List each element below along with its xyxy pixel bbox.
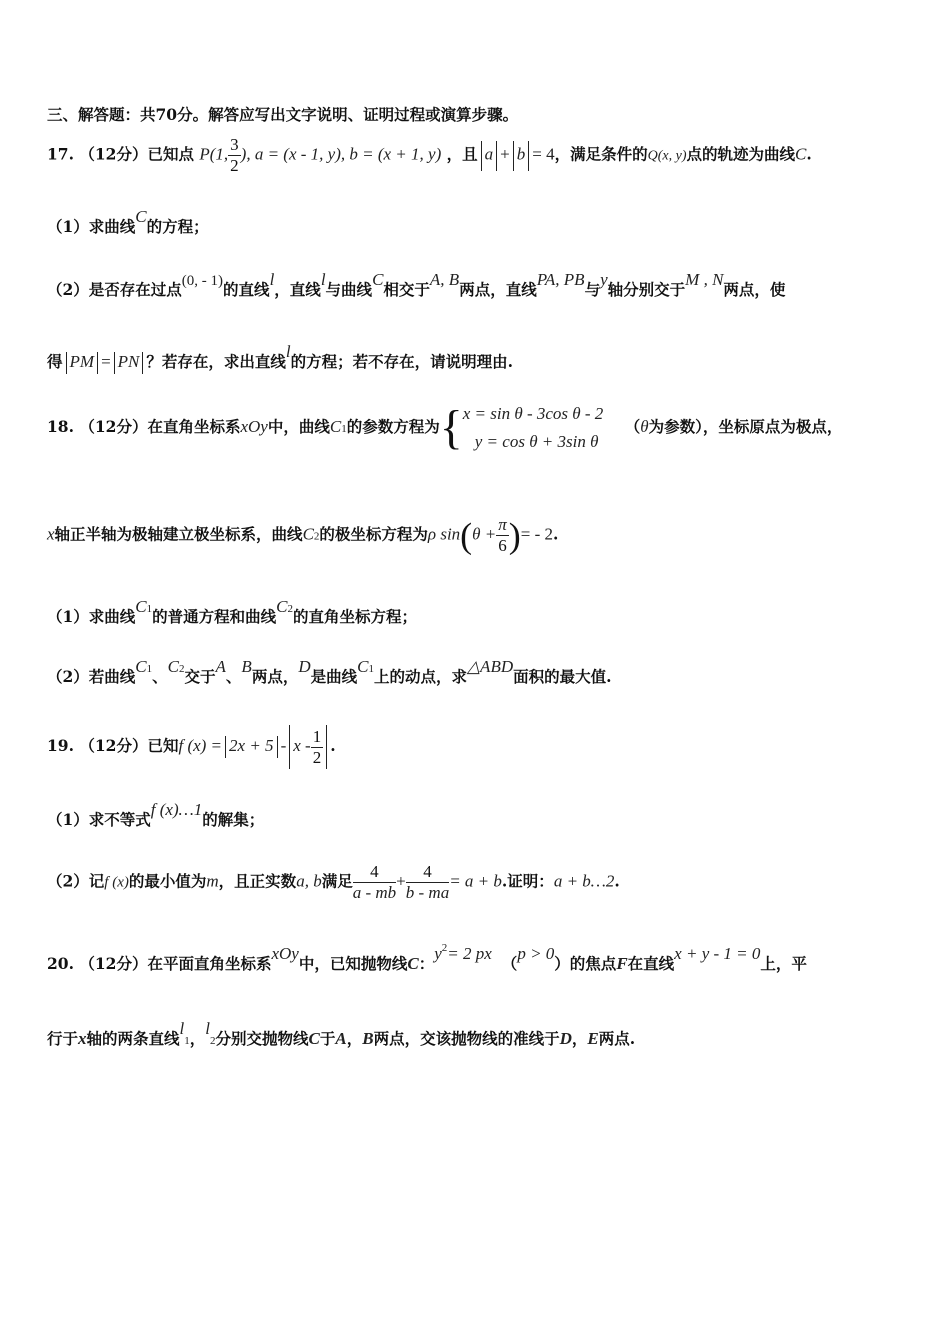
q17-p2-i: 两点，使 [723, 280, 786, 299]
q18-p1-C2: C [276, 597, 288, 616]
q18-p2-a: （2）若曲线 [47, 667, 136, 686]
q17-P-num: 3 [230, 135, 239, 154]
q18-p1-C1-sub: 1 [146, 603, 153, 615]
math-fragment: ( [460, 515, 473, 556]
q17-C: C [795, 144, 807, 164]
q17-eq4: = 4 [532, 144, 555, 164]
q17-p2-b: 的直线 [223, 280, 270, 299]
q19-p2-b: 的最小值为 [128, 871, 207, 891]
q19-fx: f (x) = [178, 736, 223, 755]
q18-num: 18. [47, 417, 74, 436]
math-fragment [406, 862, 449, 903]
section-header: 三、解答题：共70分。解答应写出文字说明、证明过程或演算步骤。 [47, 105, 519, 124]
q17-number: 17. [47, 144, 74, 164]
math-fragment [114, 352, 115, 374]
parametric-system [463, 400, 604, 456]
q18-l2-end: . [553, 524, 559, 544]
q18-rho: ρ sin [427, 524, 461, 544]
q18-p2-C1: C [135, 657, 147, 676]
q18-p1-C1: C [135, 597, 147, 616]
q20-t3: ： [418, 954, 435, 973]
q17-p2-d: 与曲线 [325, 280, 373, 299]
q17-p2-c: ，直线 [274, 280, 321, 299]
q18-C1-sub: 1 [341, 423, 347, 435]
vectors-def: ), a = (x - 1, y), b = (x + 1, y) [240, 144, 442, 164]
q20-l2-A: A [335, 1029, 347, 1048]
q17-plus: + [500, 144, 510, 164]
q17-p2-y: y [600, 270, 608, 289]
q20-l2-E: E [587, 1029, 599, 1048]
math-fragment [513, 141, 514, 171]
q17-line1 [47, 135, 812, 176]
q18-six: 6 [498, 536, 507, 555]
q18-l2-b: 的极坐标方程为 [319, 524, 428, 544]
q19-end: . [330, 736, 336, 755]
q20-l2-c: 分别交抛物线 [215, 1029, 309, 1048]
q20-t1: 在平面直角坐标系 [147, 954, 272, 973]
q17-p2-PN: PN [117, 352, 140, 371]
abs-a: a [484, 144, 494, 164]
q17-t3: ，满足条件的 [554, 144, 648, 164]
q18-p1-C2-sub: 2 [287, 603, 293, 615]
q18-score: （12分） [79, 417, 148, 436]
q18-t5: 为参数），坐标原点为极点， [648, 417, 843, 436]
point-q: Q(x, y) [647, 148, 687, 164]
q18-p2-A: A [215, 657, 226, 676]
q19-frac1-den: a - mb [352, 883, 397, 902]
q18-rhs: = - 2 [520, 524, 554, 544]
q19-abs1: 2x + 5 [229, 736, 274, 755]
q20-score: （12分） [79, 954, 148, 973]
q19-frac2-num: 4 [406, 862, 449, 883]
q17-p2-m: 的方程；若不存在，请说明理由. [290, 352, 514, 371]
q20-line2 [47, 1019, 636, 1049]
q18-p2-C1-sub: 1 [146, 663, 153, 675]
q20-parab-y: y [434, 944, 442, 963]
q19-p2-fx: f (x) [104, 874, 129, 891]
q17-text: 已知点 [147, 144, 194, 164]
q17-p2-l3: l [285, 342, 291, 361]
q20-l2-b: 轴的两条直线 [86, 1029, 180, 1048]
abs-b: b [516, 144, 526, 164]
math-fragment [97, 352, 98, 374]
q20-t5: ）的焦点 [554, 954, 617, 973]
q19-frac1-num: 4 [353, 862, 396, 883]
q20-l2-C: C [308, 1029, 320, 1048]
q18-p1-a: （1）求曲线 [47, 607, 136, 626]
q20-cond: p > 0 [517, 944, 555, 963]
math-fragment [528, 141, 529, 171]
q18-p2-C1b-sub: 1 [368, 663, 374, 675]
math-fragment [225, 736, 226, 758]
q19-p2-ab: a, b [296, 871, 322, 891]
point-p-prefix: P(1, [199, 144, 229, 164]
q18-C2-sub: 2 [313, 530, 320, 543]
q20-xOy: xOy [271, 944, 299, 963]
q20-l2-comma: ， [346, 1029, 363, 1048]
q17-p1-label: （1）求曲线 [47, 217, 136, 236]
q18-p2-e: 上的动点，求 [373, 667, 467, 686]
q18-theta: θ [640, 417, 649, 436]
q20-t2: 中，已知抛物线 [298, 954, 408, 973]
q18-p2-c: 两点， [251, 667, 299, 686]
q20-l1-sub: 1 [184, 1035, 190, 1047]
q17-p2-f: 两点，直线 [459, 280, 537, 299]
q19-p1-a: （1）求不等式 [47, 810, 151, 829]
q19-plus: + [396, 871, 406, 891]
q19-frac2-den: b - ma [405, 883, 450, 902]
q18-p2-C1b: C [357, 657, 369, 676]
q18-p2-b: 交于 [184, 667, 216, 686]
q17-p2-l2: l [320, 270, 326, 289]
q20-parab-sup: 2 [441, 942, 448, 954]
q18-p1-b: 的普通方程和曲线 [152, 607, 277, 626]
q19-p2-c: ，且正实数 [218, 871, 297, 891]
q20-comma: ， [189, 1029, 206, 1048]
math-fragment [496, 141, 497, 171]
q20-l2-sub: 2 [210, 1035, 216, 1047]
q17-p2-a: （2）是否存在过点 [47, 280, 182, 299]
q19-p1-ineq: f (x)…1 [150, 800, 203, 819]
q18-p2-D: D [298, 657, 311, 676]
q20-line1 [47, 942, 807, 974]
q18-l2-x: x [47, 524, 55, 544]
math-fragment [353, 862, 396, 903]
q19-score: （12分） [79, 736, 148, 755]
math-fragment [289, 725, 290, 769]
q18-xOy: xOy [240, 417, 268, 436]
q19-p1-b: 的解集； [202, 810, 265, 829]
q19-p2-proof: a + b…2 [553, 871, 615, 891]
math-fragment: ) [508, 515, 521, 556]
q18-p2-C2: C [167, 657, 179, 676]
q18-p2-B: B [241, 657, 252, 676]
q17-p2-e: 相交于 [383, 280, 430, 299]
q19-minus: - [280, 736, 287, 755]
q20-l2-d: 于 [319, 1029, 336, 1048]
q20-t4: （ [501, 954, 518, 973]
q18-part2 [47, 657, 612, 687]
q18-t4: （ [624, 417, 641, 436]
math-fragment: { [439, 401, 463, 454]
q18-p2-C2-sub: 2 [179, 663, 185, 675]
q18-p2-sep2: 、 [225, 667, 242, 686]
q17-p1-text: 的方程； [146, 217, 209, 236]
q19-p2-d: 满足 [321, 871, 353, 891]
q17-p2-l1: l [269, 270, 275, 289]
q20-l2-f: 两点. [598, 1029, 636, 1048]
q18-p2-sep: 、 [152, 667, 168, 686]
q19-part2 [47, 862, 620, 903]
math-fragment [277, 736, 278, 758]
q18-p2-f: 面积的最大值. [513, 667, 612, 686]
q20-t6: 在直线 [627, 954, 675, 973]
math-fragment [496, 515, 509, 556]
q19-half-num: 1 [312, 726, 322, 746]
q17-p2-MN: M , N [685, 270, 724, 289]
q18-part1 [47, 597, 418, 627]
q20-l2: l [205, 1019, 211, 1038]
q17-score: （12分） [79, 144, 148, 164]
q19-num: 19. [47, 736, 74, 755]
math-fragment [142, 352, 143, 374]
q17-P-den: 2 [230, 156, 239, 175]
q18-eq-y: y = cos θ + 3sin θ [474, 432, 599, 451]
q20-t7: 上，平 [760, 954, 807, 973]
q19-part1 [47, 800, 265, 830]
q20-l2-comma2: ， [571, 1029, 588, 1048]
q17-dot: . [806, 144, 812, 164]
q17-p2-eq: = [101, 352, 111, 371]
math-fragment [326, 725, 327, 769]
q19-line1 [47, 725, 336, 769]
q18-C1: C [329, 417, 342, 436]
q20-F: F [616, 954, 628, 973]
q19-p2-m: m [206, 871, 219, 891]
q20-l1: l [179, 1019, 185, 1038]
q17-p2-g: 与 [584, 280, 601, 299]
q18-l2-a: 轴正半轴为极轴建立极坐标系，曲线 [54, 524, 303, 544]
q20-l2-D: D [559, 1029, 572, 1048]
q18-pi: π [498, 515, 507, 534]
fraction-3-2 [228, 135, 241, 176]
q17-part1 [47, 207, 209, 237]
q18-C2: C [302, 524, 314, 544]
q19-abs2a: x - [293, 736, 311, 755]
q18-p2-d: 是曲线 [310, 667, 358, 686]
q18-line1 [47, 400, 842, 456]
q17-p2-PM: PM [69, 352, 95, 371]
q18-t2: 中，曲线 [267, 417, 330, 436]
q17-t4: 点的轨迹为曲线 [686, 144, 796, 164]
q20-num: 20. [47, 954, 74, 973]
q17-p2-AB: A, B [429, 270, 460, 289]
q19-p2-a: （2）记 [47, 871, 105, 891]
q17-p2-h: 轴分别交于 [607, 280, 686, 299]
q18-theta-plus: θ + [472, 524, 497, 544]
q19-rhs: = a + b [449, 871, 502, 891]
math-fragment [481, 141, 482, 171]
q20-C: C [407, 954, 419, 973]
q17-p2-k: ？若存在，求出直线 [146, 352, 286, 371]
q17-part2-line1 [47, 270, 786, 300]
q18-p2-tri: △ABD [466, 657, 514, 676]
q19-p2-end: . [614, 871, 620, 891]
q20-l2-x: x [78, 1029, 87, 1048]
q19-half-den: 2 [312, 747, 322, 767]
q18-p1-c: 的直角坐标方程； [293, 607, 418, 626]
q17-p2-PAPB: PA, PB [536, 270, 585, 289]
math-fragment [66, 352, 67, 374]
q17-p2-pt: (0, - 1) [181, 273, 224, 289]
q17-part2-line2 [47, 342, 514, 374]
q18-line2 [47, 515, 558, 556]
q20-line: x + y - 1 = 0 [674, 944, 761, 963]
q17-p1-C: C [135, 207, 147, 226]
q17-text: ，且 [446, 144, 478, 164]
q20-parab-rhs: = 2 px [447, 944, 492, 963]
q17-p2-C: C [372, 270, 384, 289]
q20-l2-a: 行于 [47, 1029, 79, 1048]
q18-eq-x: x = sin θ - 3cos θ - 2 [462, 404, 604, 423]
q19-p2-e: .证明： [501, 871, 554, 891]
q18-t3: 的参数方程为 [346, 417, 440, 436]
q19-t1: 已知 [147, 736, 179, 755]
q18-t1: 在直角坐标系 [147, 417, 241, 436]
q20-l2-B: B [362, 1029, 374, 1048]
q17-p2-j: 得 [47, 352, 63, 371]
q20-l2-e: 两点，交该抛物线的准线于 [373, 1029, 560, 1048]
math-fragment [311, 727, 324, 768]
